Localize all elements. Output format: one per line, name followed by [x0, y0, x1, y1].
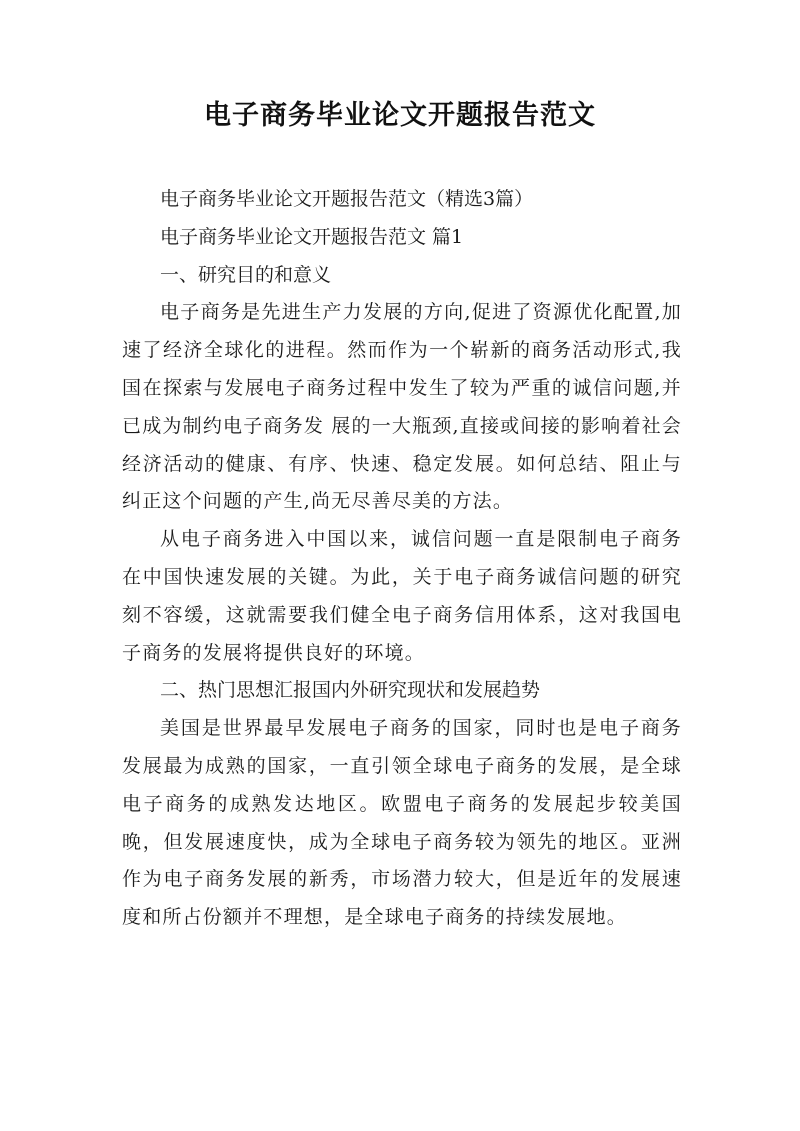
subtitle: 电子商务毕业论文开题报告范文（精选3篇） [160, 188, 534, 210]
paragraph-3: 美国是世界最早发展电子商务的国家，同时也是电子商务发展最为成熟的国家，一直引领全球电子商务的发展，是全球电子商务的成熟发达地区。欧盟电子商务的发展起步较美国晚，但发展速度快，成为全球电子商务较为领先的地区。亚洲作为电子商务发展的新秀，市场潜力较大，但是近年的发展速度和所占份额并不理想，是全球电子商务的持续发展地。 [122, 717, 682, 929]
paragraph-1: 电子商务是先进生产力发展的方向,促进了资源优化配置,加速了经济全球化的进程。然而作为一个崭新的商务活动形式,我国在探索与发展电子商务过程中发生了较为严重的诚信问题,并已成为制约电子商务发 展的一大瓶颈,直接或间接的影响着社会经济活动的健康、有序、快速、稳定发展。如何总结、阻止与纠正这个问题的产生,尚无尽善尽美的方法。 [122, 301, 682, 513]
paragraph-2: 从电子商务进入中国以来，诚信问题一直是限制电子商务在中国快速发展的关键。为此，关于电子商务诚信问题的研究刻不容缓，这就需要我们健全电子商务信用体系，这对我国电子商务的发展将提供良好的环境。 [122, 528, 682, 664]
part-heading: 电子商务毕业论文开题报告范文 篇1 [160, 225, 464, 248]
section-heading-1: 一、研究目的和意义 [160, 263, 332, 286]
section-heading-2: 二、热门思想汇报国内外研究现状和发展趋势 [160, 679, 541, 702]
document-title: 电子商务毕业论文开题报告范文 [204, 100, 596, 131]
document-body [122, 181, 682, 937]
